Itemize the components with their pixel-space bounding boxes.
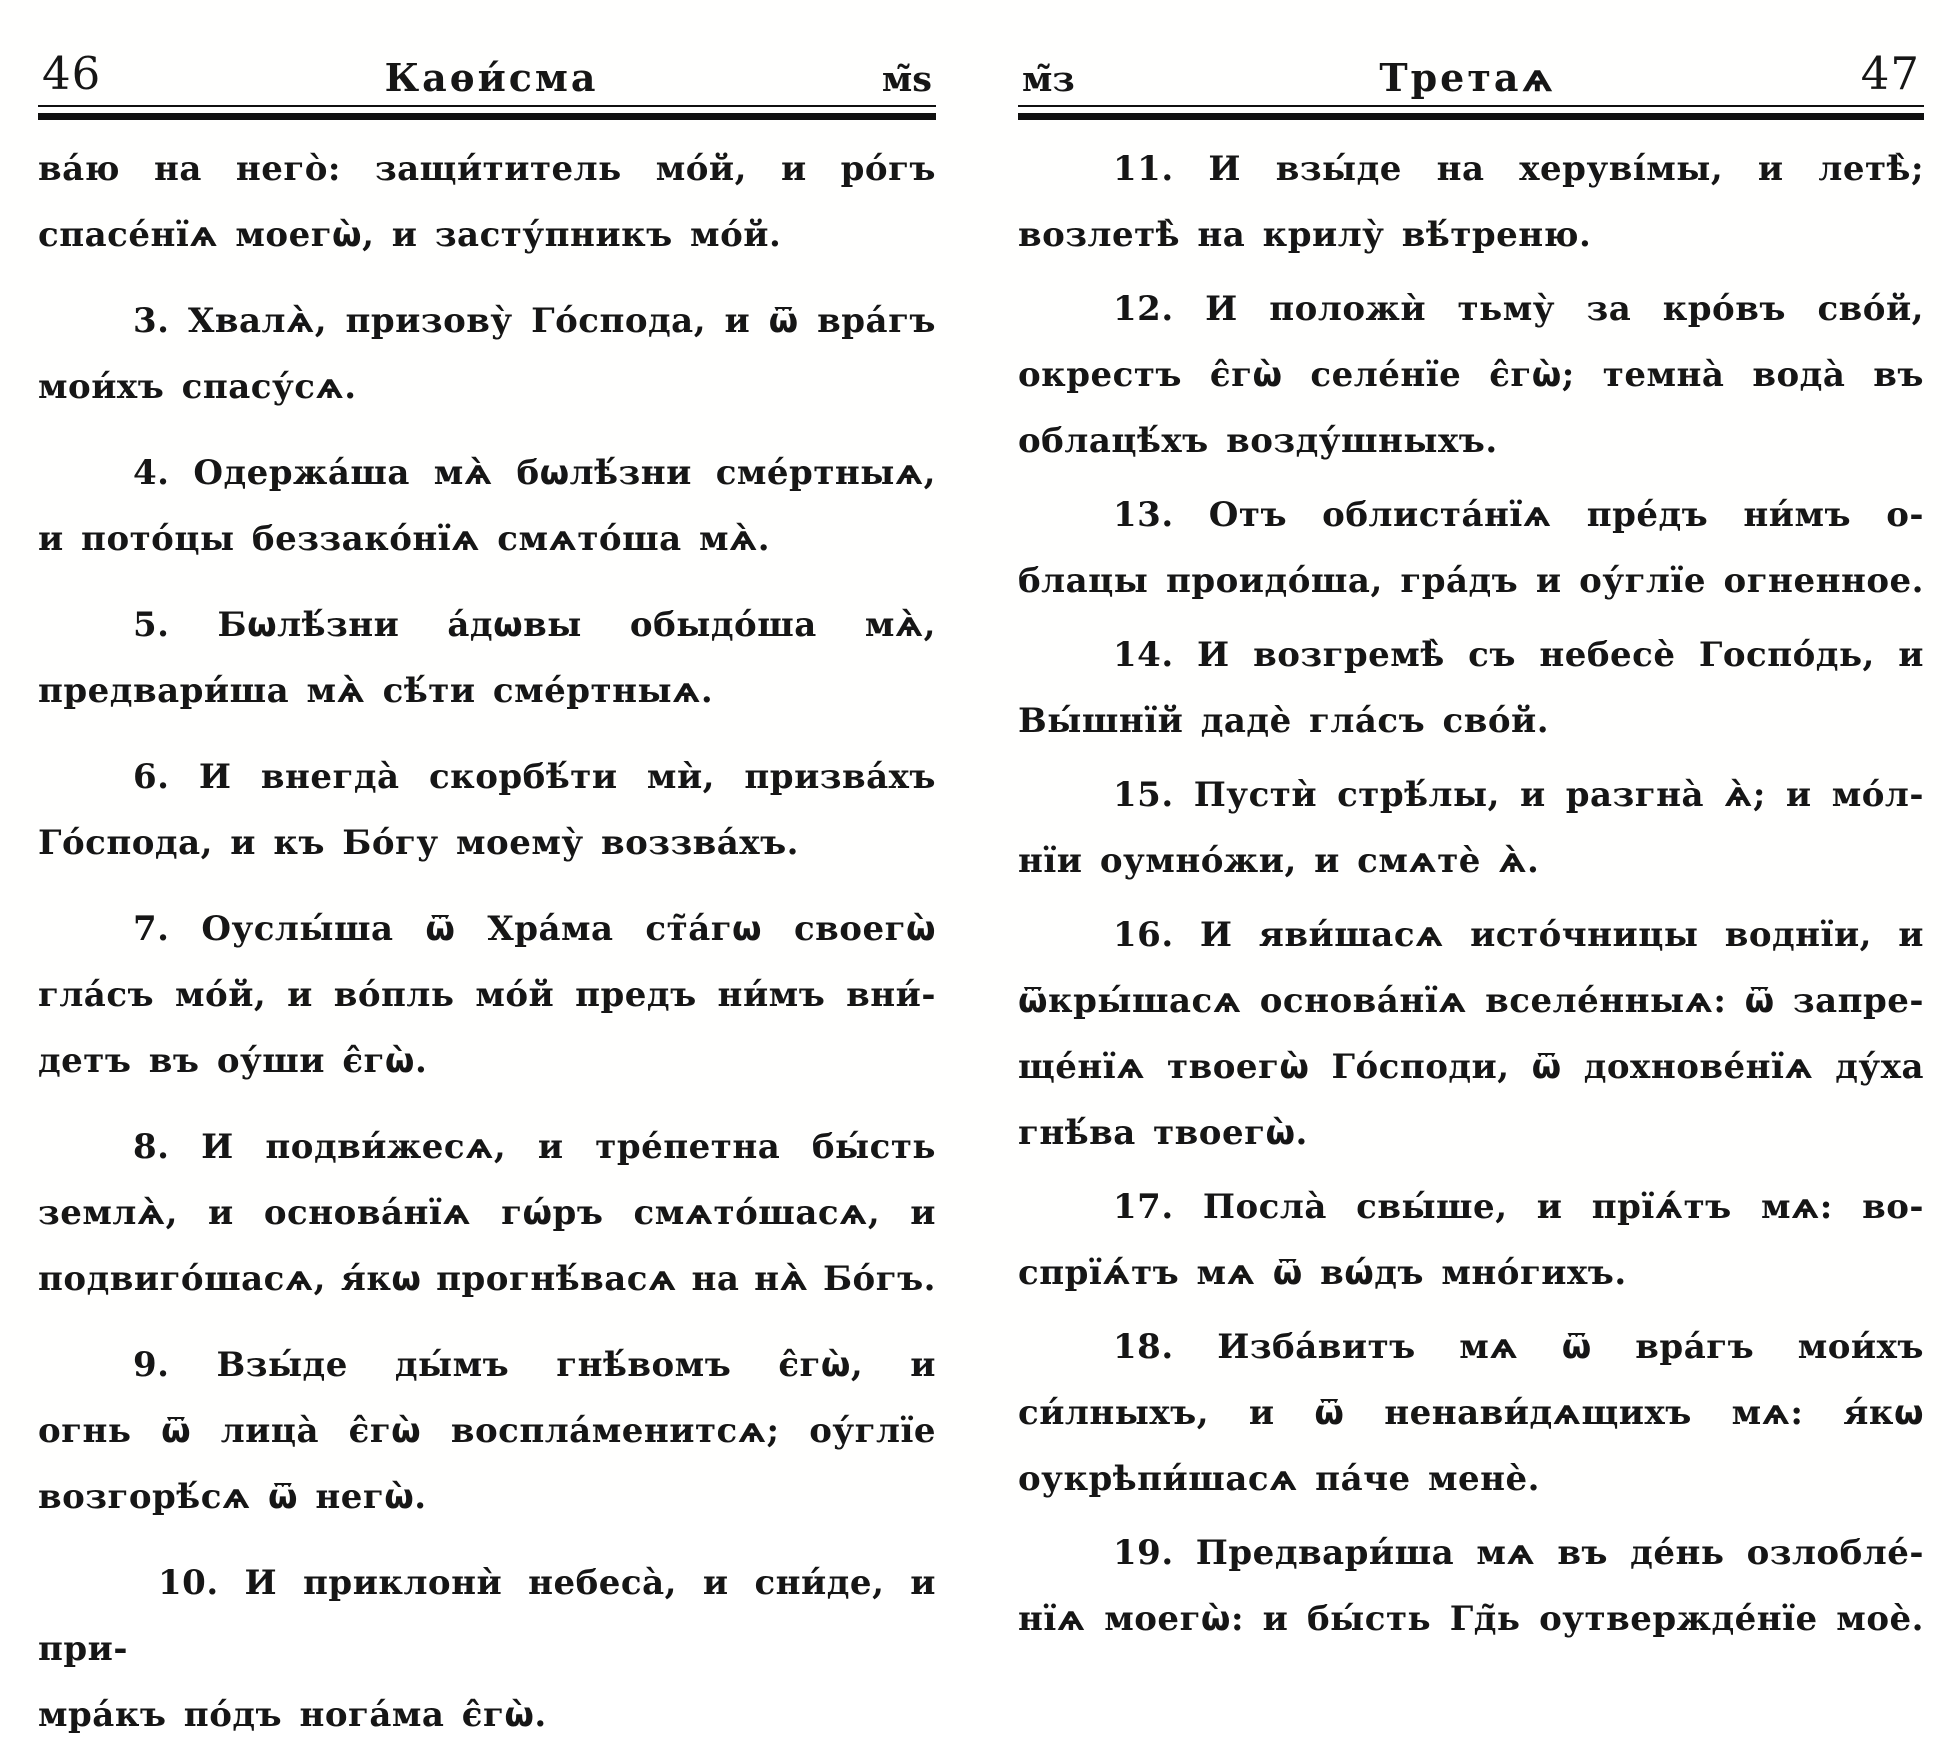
text-line: 19. Предвари́ша мѧ въ де́нь озлобле́-	[1113, 1533, 1924, 1573]
text-line: возгорѣ́сѧ ѿ негѡ̀.	[38, 1477, 427, 1517]
verse-paragraph	[38, 1114, 936, 1312]
text-line: 16. И яви́шасѧ исто́чницы воднїи, и	[1113, 915, 1924, 955]
text-line: 3. Хвалѧ̀, призову̀ Го́спода, и ѿ вра́гъ	[133, 301, 936, 341]
text-line: 10. И приклонѝ небеса̀, и сни́де, и при-	[38, 1563, 936, 1669]
text-line: 11. И взы́де на херуві́мы, и летѣ̀;	[1113, 149, 1924, 189]
text-line: 9. Взы́де ды́мъ гнѣ́вомъ є̂гѡ̀, и	[133, 1345, 936, 1385]
text-line: 5. Бѡлѣ́зни а́дѡвы обыдо́ша мѧ̀,	[133, 605, 936, 645]
text-line: гла́съ мо́й, и во́пль мо́й предъ ни́мъ вни́-	[38, 975, 936, 1015]
verse-paragraph	[38, 136, 936, 268]
text-line: землѧ̀, и основа́нїѧ гѡ́ръ смѧто́шасѧ, и	[38, 1193, 936, 1233]
text-line: 12. И положѝ тьму̀ за кро́въ сво́й,	[1113, 289, 1924, 329]
verse-paragraph	[38, 440, 936, 572]
left-page-number: 46	[42, 47, 102, 100]
text-line: 8. И подви́жесѧ, и тре́петна бы́сть	[133, 1127, 936, 1167]
verse-paragraph	[1018, 136, 1924, 268]
right-header-rule	[1018, 105, 1924, 120]
text-line: спасе́нїѧ моегѡ̀, и засту́пникъ мо́й.	[38, 215, 782, 255]
verse-paragraph	[38, 592, 936, 724]
text-line: предвари́ша мѧ̀ сѣ́ти сме́ртныѧ.	[38, 671, 714, 711]
text-line: мра́къ по́дъ нога́ма є̂гѡ̀.	[38, 1695, 547, 1735]
left-header-slavonic-number: м̃ѕ	[881, 59, 932, 100]
verse-paragraph	[1018, 1174, 1924, 1306]
text-line: возлетѣ̀ на крилу̀ вѣ́треню.	[1018, 215, 1592, 255]
text-line: 17. Посла̀ свы́ше, и прїѧ́тъ мѧ: во-	[1113, 1187, 1924, 1227]
verse-paragraph	[38, 1332, 936, 1530]
text-line: 18. Изба́витъ мѧ ѿ вра́гъ мои́хъ	[1113, 1327, 1924, 1367]
text-line: и пото́цы беззако́нїѧ смѧто́ша мѧ̀.	[38, 519, 771, 559]
text-line: нїи оумно́жи, и смѧтѐ ѧ̀.	[1018, 841, 1540, 881]
text-line: 13. Отъ облиста́нїѧ пре́дъ ни́мъ о-	[1113, 495, 1924, 535]
left-page-header	[38, 44, 936, 100]
right-page	[1018, 44, 1924, 1652]
text-line: облацѣ́хъ возду́шныхъ.	[1018, 421, 1498, 461]
verse-paragraph	[1018, 762, 1924, 894]
left-page	[38, 44, 936, 1748]
text-line: 15. Пустѝ стрѣ́лы, и разгна̀ ѧ̀; и мо́л-	[1113, 775, 1924, 815]
verse-paragraph	[1018, 276, 1924, 474]
verse-paragraph	[1018, 622, 1924, 754]
text-line: гнѣ́ва твоегѡ̀.	[1018, 1113, 1308, 1153]
right-page-body	[1018, 136, 1924, 1652]
verse-paragraph	[38, 896, 936, 1094]
verse-paragraph	[38, 1550, 936, 1748]
text-line: окрестъ є̂гѡ̀ селе́нїе є̂гѡ̀; темна̀ вода̀ въ	[1018, 355, 1924, 395]
right-page-header	[1018, 44, 1924, 100]
verse-paragraph	[38, 744, 936, 876]
text-line: 14. И возгремѣ̀ съ небесѐ Госпо́дь, и	[1113, 635, 1924, 675]
text-line: 6. И внегда̀ скорбѣ́ти мѝ, призва́хъ	[133, 757, 936, 797]
text-line: оукрѣпи́шасѧ па́че менѐ.	[1018, 1459, 1540, 1499]
left-header-rule	[38, 105, 936, 120]
text-line: детъ въ оу́ши є̂гѡ̀.	[38, 1041, 428, 1081]
verse-paragraph	[38, 288, 936, 420]
text-line: мои́хъ спасу́сѧ.	[38, 367, 357, 407]
text-line: 7. Оуслы́ша ѿ Хра́ма ст̃а́гѡ своегѡ̀	[133, 909, 936, 949]
text-line: блацы проидо́ша, гра́дъ и оу́глїе огненное.	[1018, 561, 1924, 601]
right-header-title: Третаѧ	[1379, 55, 1557, 100]
text-line: ѿкры́шасѧ основа́нїѧ вселе́нныѧ: ѿ запре-	[1018, 981, 1924, 1021]
verse-paragraph	[1018, 902, 1924, 1166]
text-line: нїѧ моегѡ̀: и бы́сть Гд̃ь оутвержде́нїе моѐ.	[1018, 1599, 1924, 1639]
text-line: 4. Одержа́ша мѧ̀ бѡлѣ́зни сме́ртныѧ,	[133, 453, 936, 493]
text-line: си́лныхъ, и ѿ ненави́дѧщихъ мѧ: я́кѡ	[1018, 1393, 1924, 1433]
text-line: подвиго́шасѧ, я́кѡ прогнѣ́васѧ на нѧ̀ Бо́гъ.	[38, 1259, 936, 1299]
text-line: Го́спода, и къ Бо́гу моему̀ воззва́хъ.	[38, 823, 799, 863]
verse-paragraph	[1018, 1314, 1924, 1512]
right-header-slavonic-number: м̃з	[1022, 59, 1075, 100]
verse-paragraph	[1018, 1520, 1924, 1652]
text-line: Вы́шнїй дадѐ гла́съ сво́й.	[1018, 701, 1550, 741]
text-line: ва́ю на него̀: защи́титель мо́й, и ро́гъ	[38, 149, 936, 189]
text-line: ще́нїѧ твоегѡ̀ Го́споди, ѿ дохнове́нїѧ ду́ха	[1018, 1047, 1924, 1087]
text-line: огнь ѿ лица̀ є̂гѡ̀ воспла́менитсѧ; оу́глїе	[38, 1411, 936, 1451]
right-page-number: 47	[1860, 47, 1920, 100]
left-page-body	[38, 136, 936, 1748]
verse-paragraph	[1018, 482, 1924, 614]
left-header-title: Каѳи́сма	[384, 55, 599, 100]
text-line: спрїѧ́тъ мѧ ѿ вѡ́дъ мно́гихъ.	[1018, 1253, 1627, 1293]
